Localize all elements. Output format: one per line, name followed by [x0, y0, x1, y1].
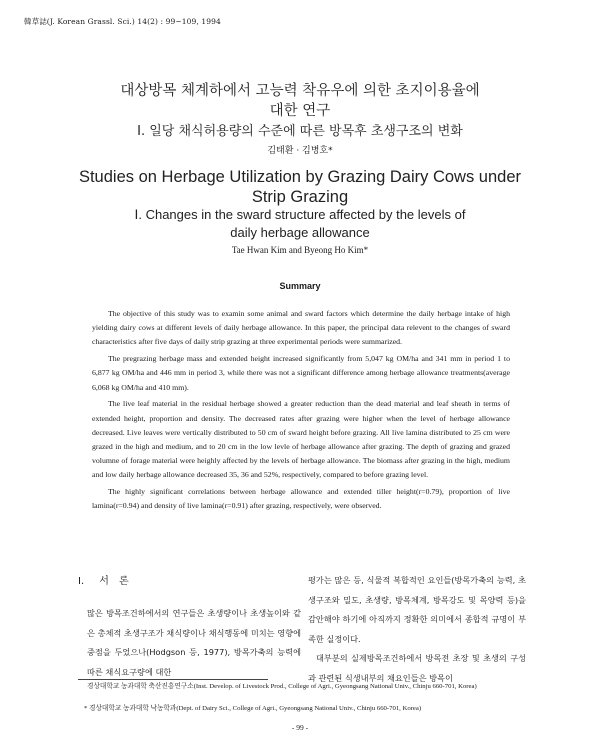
- footnote-divider: [78, 679, 268, 680]
- summary-abstract: [92, 307, 510, 516]
- intro-right-paragraph: 대부분의 실제방목조건하에서 방목전 초장 및 초생의 구성과 관련된 식생내부의 채요인들은 방목이: [308, 653, 526, 683]
- summary-heading: Summary: [279, 281, 321, 291]
- intro-right-column: [308, 571, 526, 688]
- summary-paragraph: The objective of this study was to examin some animal and sward factors which determine the daily herbage intake of high yielding dairy cows at different levels of daily herbage allowance. In this paper, the principal data relevent to the changes of sward characteristics after five days of daily strip grazing at three experimental periods were summarized.: [92, 309, 510, 347]
- summary-paragraph: The highly significant correlations between herbage allowance and extended tiller height(r=0.79), proportion of live lamina(r=0.94) and density of live lamina(r=0.91) after grazing, respectively, were observed.: [92, 487, 510, 511]
- korean-authors: 김태환 · 김병호*: [267, 146, 333, 156]
- english-title-line1: Studies on Herbage Utilization by Grazing Dairy Cows under: [78, 168, 522, 186]
- english-title-line2: Strip Grazing: [251, 188, 349, 206]
- intro-left-text: 많은 방목조건하에서의 연구들은 초생량이나 초생높이와 같은 총체적 초생구조가 채식량이나 채식행동에 미치는 영향에 중점을 두었으나(Hodgson 등, 1977), 방목가축의 능력에 따른 채식요구량에 대한: [87, 608, 301, 677]
- english-subtitle-line2: daily herbage allowance: [230, 225, 370, 240]
- summary-paragraph: The live leaf material in the residual herbage showed a greater reduction than the dead material and leaf sheath in terms of extended height, proportion and density. The decreased rates after grazing were higher when the level of herbage allowance decreased. Live leaves were vertically distributed to 50 cm of sward height before grazing. All live lamina distributed to 25 cm were grazed in the high and medium, and to 20 cm in the low levle of herbage allowance after grazing. The depth of grazing and grazed volumne of forage material were heighly affected by the levels of herbage allowance. The biomass after grazing in the high, medium and low daily herbage allowance decreased 35, 36 and 52%, respectively, compared to before grazing level.: [92, 399, 510, 480]
- footnote-affiliation-2: * 경상대학교 농과대학 낙농학과(Dept. of Dairy Sci., College of Agri., Gyeongsang National Univ., Chinju 660-701, Korea): [84, 705, 422, 712]
- page-number: - 99 -: [291, 723, 309, 732]
- korean-subtitle: Ⅰ. 일당 채식허용량의 수준에 따른 방목후 초생구조의 변화: [137, 124, 463, 139]
- korean-title-line2: 대한 연구: [269, 103, 331, 119]
- korean-title-line1: 대상방목 체계하에서 고능력 착유우에 의한 초지이용율에: [120, 83, 480, 99]
- english-subtitle-line1: Ⅰ. Changes in the sward structure affected by the levels of: [134, 207, 466, 222]
- summary-paragraph: The pregrazing herbage mass and extended height increased significantly from 5,047 kg OM/ha and 341 mm in period 1 to 6,877 kg OM/ha and 446 mm in period 3, while there was not a significant difference among herbage allowance treatments(average 6,068 kg OM/ha and 410 mm).: [92, 354, 510, 392]
- english-authors: Tae Hwan Kim and Byeong Ho Kim*: [231, 245, 369, 255]
- section-heading-introduction: Ⅰ. 서 론: [78, 576, 129, 587]
- intro-left-column: [87, 604, 301, 682]
- intro-right-paragraph: 평가는 많은 등, 식물적 복합적인 요인들(방목가축의 능력, 초생구조와 밀도, 초생량, 방목체계, 방목강도 및 목양력 등)을 감안해야 하기에 아직까지 정확한 의미에서 종합적 규명이 부족한 실정이다.: [308, 575, 526, 644]
- journal-citation: 韓草誌(J. Korean Grassl. Sci.) 14(2) : 99~109, 1994: [24, 17, 221, 26]
- footnote-affiliation-1: 경상대학교 농과대학 축산진흥연구소(Inst. Develop. of Livestock Prod., College of Agri., Gyeongsang National Univ., Chinju 660-701, Korea): [87, 683, 477, 690]
